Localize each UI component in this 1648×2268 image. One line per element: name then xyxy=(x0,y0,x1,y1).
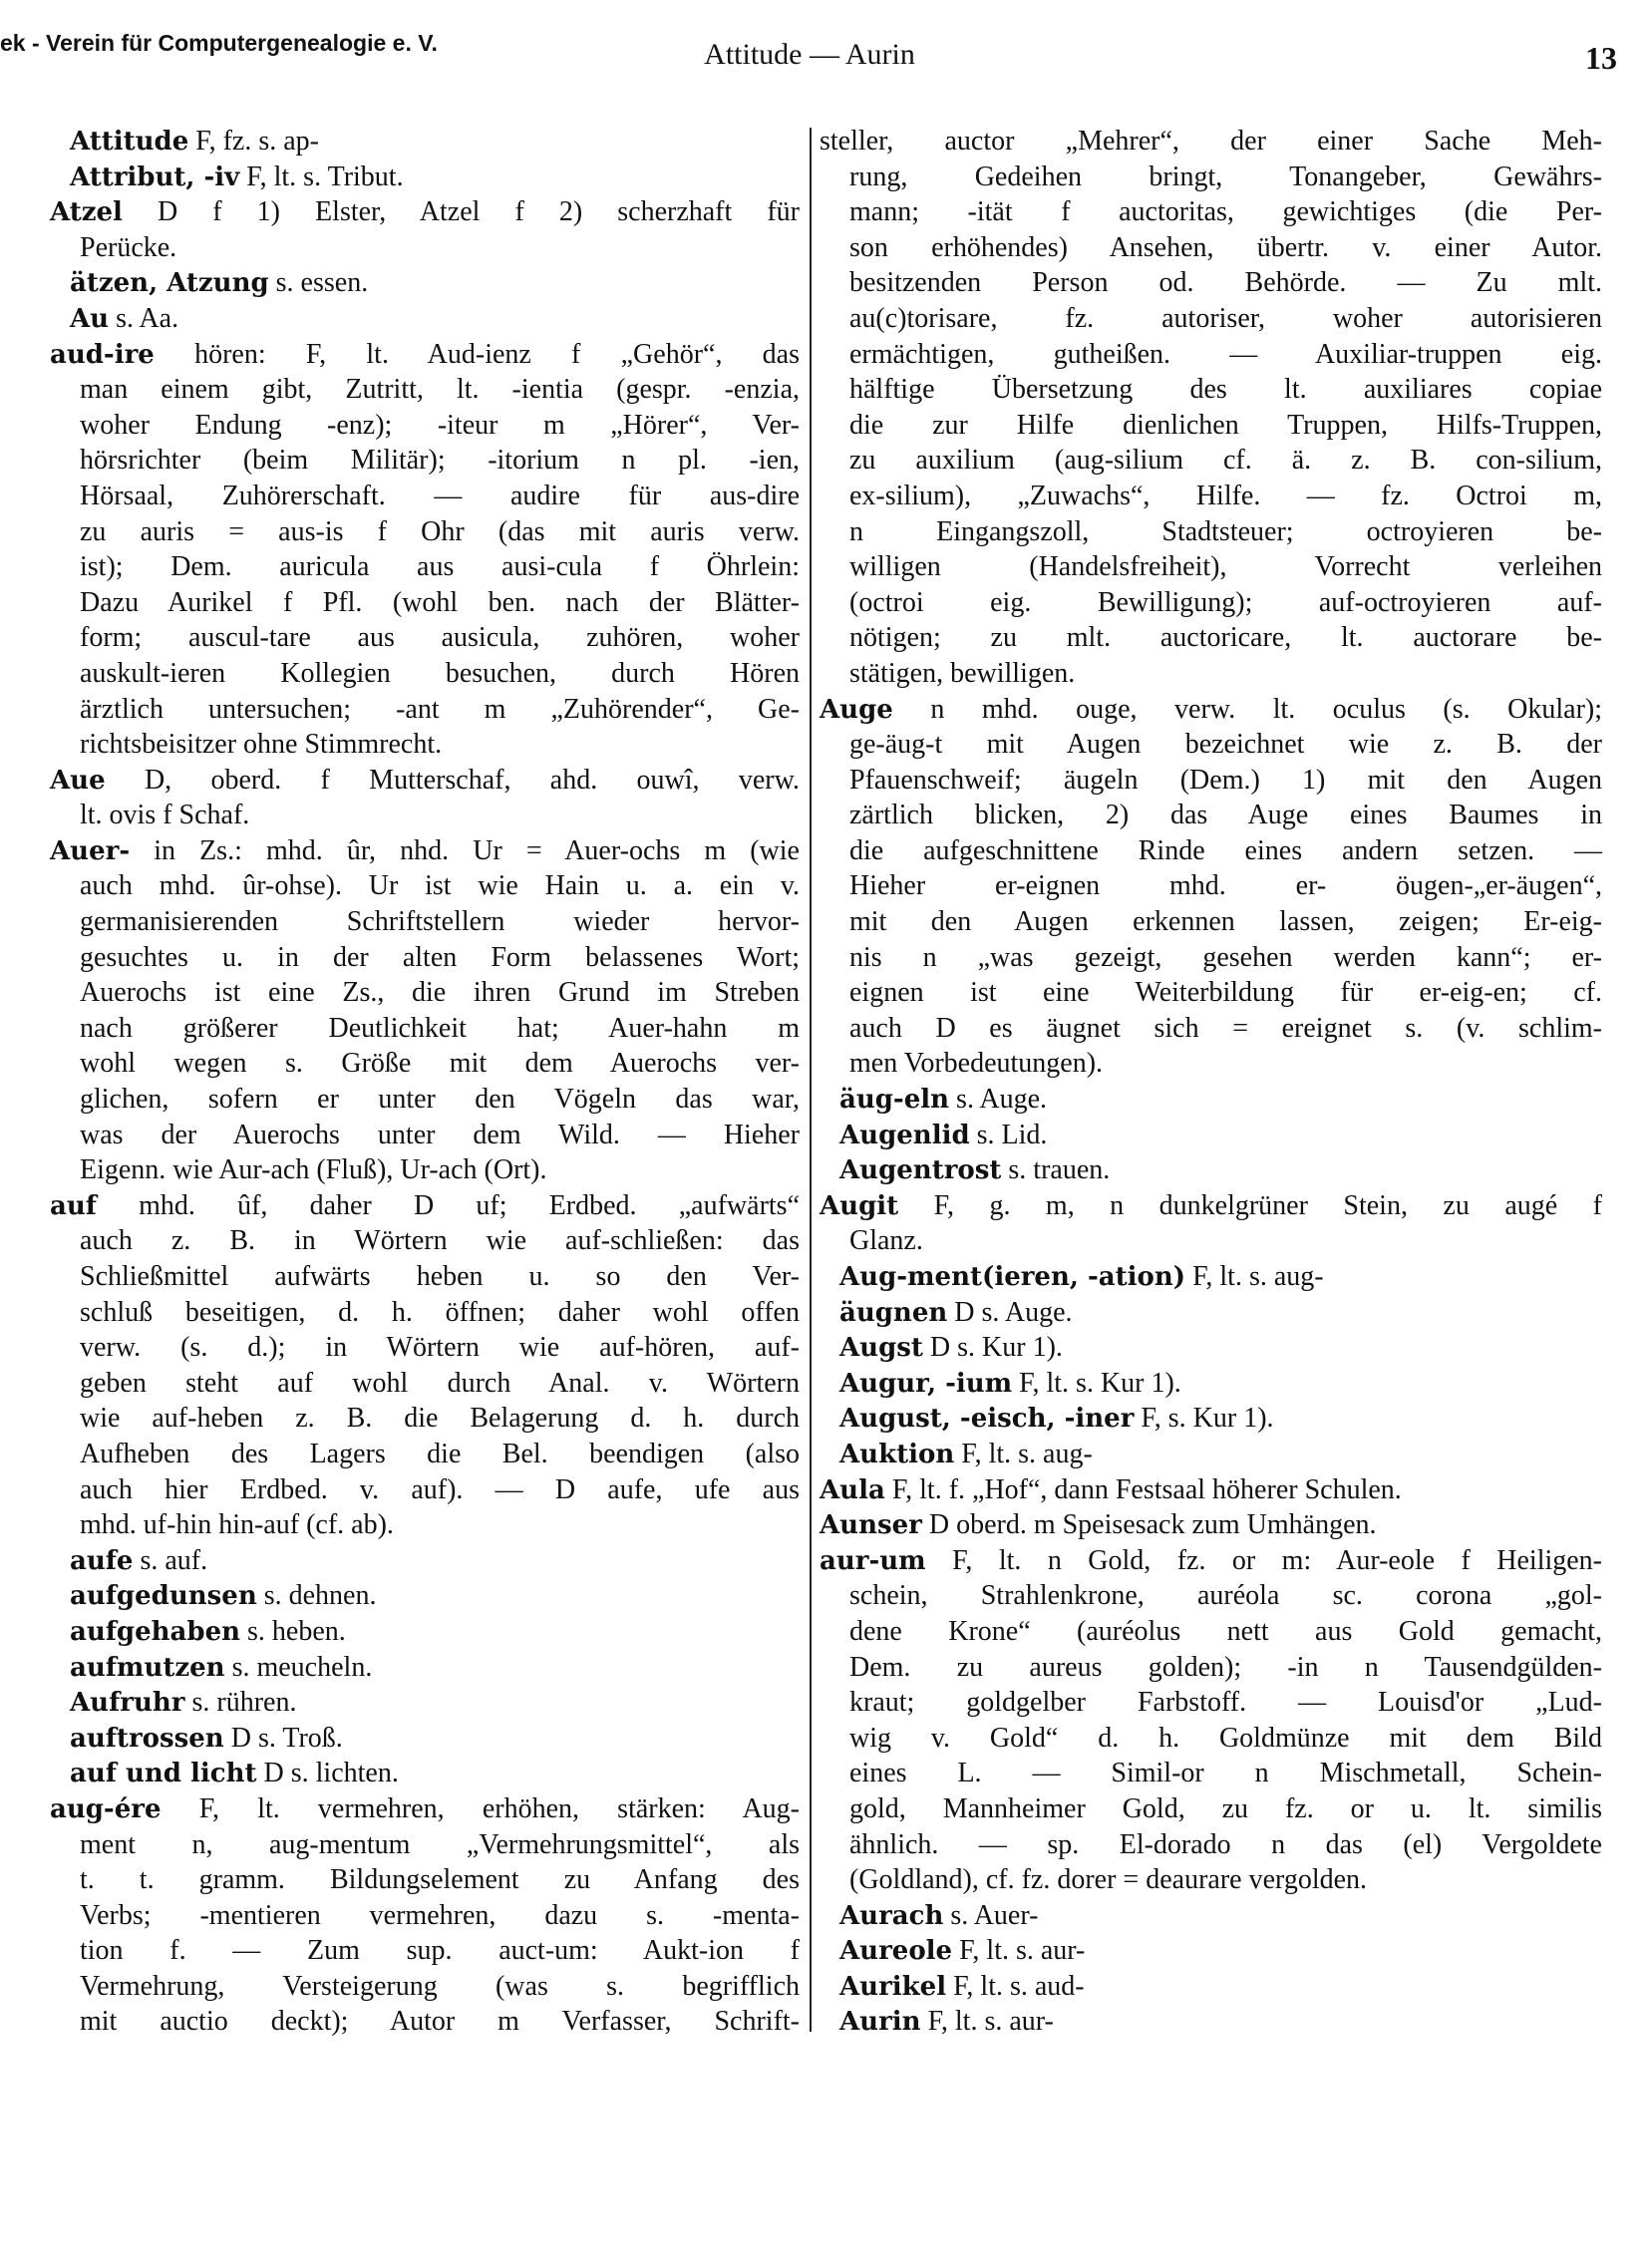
entry-text: s. Auer- xyxy=(943,1899,1039,1931)
headword: Aue xyxy=(50,765,106,796)
entry-line xyxy=(820,1827,1602,1863)
entry-text: F, lt. s. aug- xyxy=(954,1438,1093,1469)
entry-line xyxy=(50,1118,800,1153)
entry-text: mhd. uf-hin hin-auf (cf. ab). xyxy=(80,1509,394,1541)
entry-text: kraut; goldgelber Farbstoff. — Louisd'or „Lud- xyxy=(849,1687,1602,1719)
entry-line xyxy=(820,1614,1602,1650)
entry-line xyxy=(820,868,1602,904)
entry-line xyxy=(50,1472,800,1508)
headword: aud-ire xyxy=(50,339,155,370)
headword: Augenlid xyxy=(839,1120,970,1150)
entry-line xyxy=(820,975,1602,1011)
headword: Aunser xyxy=(820,1510,922,1541)
entry-line xyxy=(50,1259,800,1295)
entry-text: man einem gibt, Zutritt, lt. -ientia (gespr. -enzia, xyxy=(80,374,800,406)
entry-line xyxy=(820,1650,1602,1686)
entry-text: hälftige Übersetzung des lt. auxiliares copiae xyxy=(849,374,1602,406)
entry-line xyxy=(50,1578,800,1614)
entry-line xyxy=(820,1472,1602,1508)
entry-line xyxy=(50,1437,800,1472)
entry-line xyxy=(820,727,1602,763)
entry-text: son erhöhendes) Ansehen, übertr. v. einer Autor. xyxy=(849,231,1602,263)
entry-text: ge-äug-t mit Augen bezeichnet wie z. B. der xyxy=(849,729,1602,761)
headword: Attitude xyxy=(70,127,189,157)
entry-line xyxy=(50,301,800,337)
entry-line xyxy=(820,408,1602,444)
entry-text: auch z. B. in Wörtern wie auf-schließen: das xyxy=(80,1225,800,1257)
entry-line xyxy=(50,620,800,656)
headword: Aurin xyxy=(839,2007,921,2038)
entry-text: F, lt. s. aug- xyxy=(1185,1261,1324,1292)
dictionary-entry xyxy=(820,1969,1602,2005)
dictionary-entry xyxy=(820,1366,1602,1402)
entry-line xyxy=(820,301,1602,337)
headword: Aurikel xyxy=(839,1971,947,2002)
entry-text: Eigenn. wie Aur-ach (Fluß), Ur-ach (Ort). xyxy=(80,1154,547,1186)
entry-line xyxy=(820,443,1602,479)
entry-line xyxy=(50,940,800,976)
entry-line xyxy=(820,1543,1602,1579)
entry-line xyxy=(820,1082,1602,1118)
entry-text: ähnlich. — sp. El-dorado n das (el) Vergoldete xyxy=(849,1828,1602,1860)
entry-text: ment n, aug-mentum „Vermehrungsmittel“, als xyxy=(80,1828,800,1860)
entry-text: Dem. zu aureus golden); -in n Tausendgülden- xyxy=(849,1651,1602,1683)
headword: Auer- xyxy=(50,835,131,866)
headword: aur-um xyxy=(820,1545,926,1576)
entry-text: F, lt. s. aur- xyxy=(920,2006,1054,2038)
entry-line xyxy=(50,160,800,195)
entry-line xyxy=(50,1507,800,1543)
entry-text: D s. lichten. xyxy=(256,1758,399,1789)
dictionary-entry xyxy=(820,1507,1602,1543)
headword: Augst xyxy=(839,1333,923,1364)
left-column xyxy=(50,124,800,2040)
entry-text: s. Aa. xyxy=(109,302,179,334)
dictionary-entry xyxy=(50,1756,800,1791)
page-number: 13 xyxy=(1585,40,1617,76)
entry-line xyxy=(820,1330,1602,1366)
entry-line xyxy=(820,372,1602,408)
entry-line xyxy=(50,194,800,230)
entry-text: willigen (Handelsfreiheit), Vorrecht verleihen xyxy=(849,551,1602,583)
headword: aufgehaben xyxy=(70,1616,241,1647)
column-divider xyxy=(810,128,812,2032)
entry-text: in Zs.: mhd. ûr, nhd. Ur = Auer-ochs m (wie xyxy=(130,834,800,866)
entry-text: wie auf-heben z. B. die Belagerung d. h. durch xyxy=(80,1403,800,1435)
entry-text: s. dehnen. xyxy=(256,1580,377,1612)
entry-line xyxy=(50,692,800,728)
entry-line xyxy=(50,1543,800,1579)
entry-text: s. essen. xyxy=(268,267,369,299)
headword: aufe xyxy=(70,1545,134,1576)
entry-text: F, lt. n Gold, fz. or m: Aur-eole f Heiligen- xyxy=(925,1544,1602,1576)
entry-text: F, s. Kur 1). xyxy=(1134,1403,1274,1435)
dictionary-entry xyxy=(820,1437,1602,1472)
headword: Augentrost xyxy=(839,1155,1002,1186)
dictionary-entry xyxy=(50,833,800,1188)
entry-line xyxy=(50,1862,800,1898)
dictionary-entry xyxy=(820,1401,1602,1437)
entry-text: Vermehrung, Versteigerung (was s. begrifflich xyxy=(80,1970,800,2002)
entry-line xyxy=(50,1721,800,1757)
entry-text: Hörsaal, Zuhörerschaft. — audire für aus-dire xyxy=(80,480,800,511)
dictionary-entry xyxy=(820,1898,1602,1934)
entry-line xyxy=(50,1223,800,1259)
dictionary-entry xyxy=(820,1295,1602,1331)
dictionary-entry xyxy=(820,124,1602,692)
entry-text: F, lt. s. aud- xyxy=(946,1970,1085,2002)
entry-text: F, lt. vermehren, erhöhen, stärken: Aug- xyxy=(161,1792,800,1824)
entry-text: F, lt. s. aur- xyxy=(952,1935,1086,1967)
headword: Aula xyxy=(820,1474,885,1505)
entry-text: nach größerer Deutlichkeit hat; Auer-hahn m xyxy=(80,1012,800,1044)
entry-line xyxy=(50,1933,800,1969)
entry-text: nötigen; zu mlt. auctoricare, lt. auctorare be- xyxy=(849,622,1602,654)
entry-text: ex-silium), „Zuwachs“, Hilfe. — fz. Octroi m, xyxy=(849,480,1602,511)
entry-line xyxy=(820,692,1602,728)
entry-line xyxy=(820,1118,1602,1153)
entry-text: F, fz. s. ap- xyxy=(188,126,319,157)
entry-text: dene Krone“ (auréolus nett aus Gold gemacht, xyxy=(849,1615,1602,1647)
entry-line xyxy=(820,230,1602,266)
source-watermark: ek - Verein für Computergenealogie e. V. xyxy=(0,30,438,56)
headword: aufmutzen xyxy=(70,1652,225,1683)
entry-text: men Vorbedeutungen). xyxy=(849,1048,1104,1080)
entry-line xyxy=(820,1188,1602,1224)
headword: auf und licht xyxy=(70,1759,257,1789)
dictionary-entry xyxy=(50,1791,800,2040)
entry-line xyxy=(820,798,1602,833)
entry-line xyxy=(820,763,1602,799)
entry-line xyxy=(50,1650,800,1686)
entry-text: zu auris = aus-is f Ohr (das mit auris verw. xyxy=(80,515,800,547)
entry-text: au(c)torisare, fz. autoriser, woher autorisieren xyxy=(849,302,1602,334)
entry-text: besitzenden Person od. Behörde. — Zu mlt. xyxy=(849,267,1602,299)
entry-line xyxy=(50,868,800,904)
entry-text: lt. ovis f Schaf. xyxy=(80,800,250,831)
dictionary-entry xyxy=(50,194,800,265)
entry-text: s. heben. xyxy=(240,1615,346,1647)
entry-line xyxy=(50,1082,800,1118)
entry-line xyxy=(50,1152,800,1188)
entry-text: D s. Auge. xyxy=(947,1296,1073,1328)
entry-text: Glanz. xyxy=(849,1225,923,1257)
headword: äug-eln xyxy=(839,1085,950,1116)
entry-line xyxy=(820,479,1602,514)
entry-text: F, lt. s. Kur 1). xyxy=(1012,1367,1181,1399)
headword: äugnen xyxy=(839,1297,948,1328)
headword: Au xyxy=(70,303,110,334)
headword: August, -eisch, -iner xyxy=(839,1404,1135,1435)
entry-line xyxy=(820,940,1602,976)
headword: auftrossen xyxy=(70,1723,224,1754)
entry-text: rung, Gedeihen bringt, Tonangeber, Gewährs- xyxy=(849,161,1602,192)
entry-text: gesuchtes u. in der alten Form belassenes Wort; xyxy=(80,941,800,973)
entry-line xyxy=(820,1969,1602,2005)
entry-text: germanisierenden Schriftstellern wieder hervor- xyxy=(80,906,800,938)
entry-text: mit auctio deckt); Autor m Verfasser, Schrift- xyxy=(80,2006,800,2038)
entry-line xyxy=(820,265,1602,301)
entry-text: tion f. — Zum sup. auct-um: Aukt-ion f xyxy=(80,1935,800,1967)
entry-text: steller, auctor „Mehrer“, der einer Sache Meh- xyxy=(820,126,1602,157)
entry-text: auch hier Erdbed. v. auf). — D aufe, ufe aus xyxy=(80,1473,800,1505)
right-column xyxy=(820,124,1602,2040)
entry-text: auskult-ieren Kollegien besuchen, durch Hören xyxy=(80,657,800,689)
entry-line xyxy=(820,1578,1602,1614)
entry-text: (Goldland), cf. fz. dorer = deaurare vergolden. xyxy=(849,1864,1368,1896)
entry-text: t. t. gramm. Bildungselement zu Anfang des xyxy=(80,1864,800,1896)
entry-line xyxy=(820,160,1602,195)
entry-text: die zur Hilfe dienlichen Truppen, Hilfs-Truppen, xyxy=(849,409,1602,441)
dictionary-entry xyxy=(820,1152,1602,1188)
entry-line xyxy=(50,1330,800,1366)
entry-line xyxy=(820,833,1602,869)
entry-line xyxy=(50,1011,800,1047)
entry-line xyxy=(50,1685,800,1721)
headword: Aug-ment(ieren, -ation) xyxy=(839,1262,1186,1292)
headword: Attribut, -iv xyxy=(70,162,240,192)
entry-text: s. rühren. xyxy=(184,1687,297,1719)
entry-line xyxy=(820,2004,1602,2040)
entry-text: Pfauenschweif; äugeln (Dem.) 1) mit den Augen xyxy=(849,764,1602,796)
entry-text: schluß beseitigen, d. h. öffnen; daher wohl offen xyxy=(80,1296,800,1328)
entry-line xyxy=(820,1223,1602,1259)
entry-text: Perücke. xyxy=(80,231,177,263)
entry-line xyxy=(820,337,1602,373)
entry-text: auch D es äugnet sich = ereignet s. (v. schlim- xyxy=(849,1012,1602,1044)
dictionary-entry xyxy=(820,1330,1602,1366)
entry-line xyxy=(820,1437,1602,1472)
headword: Auge xyxy=(820,694,893,725)
entry-text: hören: F, lt. Aud-ienz f „Gehör“, das xyxy=(154,338,800,370)
entry-line xyxy=(820,1862,1602,1898)
entry-line xyxy=(50,1046,800,1082)
entry-line xyxy=(50,798,800,833)
dictionary-entry xyxy=(50,1188,800,1543)
dictionary-entry xyxy=(50,1650,800,1686)
entry-line xyxy=(820,620,1602,656)
dictionary-entry xyxy=(820,1118,1602,1153)
entry-text: Schließmittel aufwärts heben u. so den Ver- xyxy=(80,1261,800,1292)
entry-line xyxy=(50,585,800,621)
entry-text: D oberd. m Speisesack zum Umhängen. xyxy=(921,1509,1377,1541)
entry-text: s. meucheln. xyxy=(224,1651,373,1683)
entry-line xyxy=(50,1614,800,1650)
entry-line xyxy=(820,1259,1602,1295)
entry-text: D s. Troß. xyxy=(223,1722,343,1754)
entry-text: n mhd. ouge, verw. lt. oculus (s. Okular); xyxy=(892,693,1602,725)
entry-text: ermächtigen, gutheißen. — Auxiliar-truppen eig. xyxy=(849,338,1602,370)
entry-text: D f 1) Elster, Atzel f 2) scherzhaft für xyxy=(122,196,800,228)
entry-text: form; auscul-tare aus ausicula, zuhören, woher xyxy=(80,622,800,654)
entry-text: F, g. m, n dunkelgrüner Stein, zu augé f xyxy=(898,1189,1602,1221)
dictionary-entry xyxy=(820,2004,1602,2040)
headword: Augur, -ium xyxy=(839,1368,1013,1399)
entry-text: stätigen, bewilligen. xyxy=(849,657,1076,689)
entry-line xyxy=(820,1011,1602,1047)
entry-line xyxy=(50,975,800,1011)
entry-line xyxy=(50,1295,800,1331)
entry-text: D s. Kur 1). xyxy=(922,1332,1063,1364)
entry-text: Aufheben des Lagers die Bel. beendigen (also xyxy=(80,1438,800,1469)
headword: auf xyxy=(50,1190,97,1221)
entry-text: (octroi eig. Bewilligung); auf-octroyieren auf- xyxy=(849,586,1602,618)
headword: ätzen, Atzung xyxy=(70,268,269,299)
entry-text: eignen ist eine Weiterbildung für er-eig-en; cf. xyxy=(849,977,1602,1009)
dictionary-entry xyxy=(820,1543,1602,1898)
entry-text: s. auf. xyxy=(133,1544,208,1576)
dictionary-entry xyxy=(820,1188,1602,1259)
entry-line xyxy=(820,549,1602,585)
entry-line xyxy=(820,1721,1602,1757)
dictionary-entry xyxy=(50,763,800,833)
entry-line xyxy=(50,1401,800,1437)
entry-line xyxy=(50,549,800,585)
entry-line xyxy=(50,1188,800,1224)
entry-line xyxy=(50,230,800,266)
dictionary-entry xyxy=(50,1543,800,1579)
dictionary-entry xyxy=(50,1614,800,1650)
entry-line xyxy=(50,727,800,763)
entry-text: geben steht auf wohl durch Anal. v. Wörtern xyxy=(80,1367,800,1399)
entry-text: verw. (s. d.); in Wörtern wie auf-hören, auf- xyxy=(80,1332,800,1364)
entry-text: auch mhd. ûr-ohse). Ur ist wie Hain u. a. ein v. xyxy=(80,870,800,902)
entry-text: n Eingangszoll, Stadtsteuer; octroyieren be- xyxy=(849,515,1602,547)
entry-text: Hieher er-eignen mhd. er- öugen-„er-äugen“, xyxy=(849,870,1602,902)
entry-text: Dazu Aurikel f Pfl. (wohl ben. nach der Blätter- xyxy=(80,586,800,618)
headword: Aufruhr xyxy=(70,1688,185,1719)
entry-line xyxy=(50,408,800,444)
entry-line xyxy=(50,372,800,408)
entry-line xyxy=(50,1969,800,2005)
entry-line xyxy=(820,1898,1602,1934)
dictionary-entry xyxy=(50,160,800,195)
headword: Aureole xyxy=(839,1936,953,1967)
entry-line xyxy=(50,1366,800,1402)
entry-line xyxy=(820,904,1602,940)
dictionary-entry xyxy=(50,1685,800,1721)
entry-text: gold, Mannheimer Gold, zu fz. or u. lt. similis xyxy=(849,1792,1602,1824)
entry-line xyxy=(50,265,800,301)
entry-line xyxy=(820,656,1602,692)
dictionary-entry xyxy=(50,1721,800,1757)
entry-text: Verbs; -mentieren vermehren, dazu s. -menta- xyxy=(80,1899,800,1931)
dictionary-entry xyxy=(50,337,800,763)
entry-text: D, oberd. f Mutterschaf, ahd. ouwî, verw. xyxy=(105,764,800,796)
headword: Aurach xyxy=(839,1900,944,1931)
headword: Atzel xyxy=(50,197,123,228)
dictionary-entry xyxy=(50,265,800,301)
entry-text: s. trauen. xyxy=(1001,1154,1111,1186)
entry-text: glichen, sofern er unter den Vögeln das war, xyxy=(80,1084,800,1116)
headword: aufgedunsen xyxy=(70,1581,257,1612)
dictionary-entry xyxy=(50,124,800,160)
running-head: Attitude — Aurin xyxy=(704,38,915,71)
entry-text: wohl wegen s. Größe mit dem Auerochs ver- xyxy=(80,1048,800,1080)
entry-text: wig v. Gold“ d. h. Goldmünze mit dem Bild xyxy=(849,1722,1602,1754)
entry-text: mhd. ûf, daher D uf; Erdbed. „aufwärts“ xyxy=(96,1189,800,1221)
headword: Auktion xyxy=(839,1439,955,1469)
entry-text: Auerochs ist eine Zs., die ihren Grund im Streben xyxy=(80,977,800,1009)
entry-line xyxy=(820,514,1602,550)
entry-text: woher Endung -enz); -iteur m „Hörer“, Ver- xyxy=(80,409,800,441)
entry-line xyxy=(50,479,800,514)
entry-line xyxy=(820,1401,1602,1437)
entry-text: mann; -ität f auctoritas, gewichtiges (die Per- xyxy=(849,196,1602,228)
entry-line xyxy=(50,337,800,373)
entry-line xyxy=(820,1756,1602,1791)
entry-line xyxy=(820,585,1602,621)
entry-line xyxy=(50,656,800,692)
entry-line xyxy=(820,1685,1602,1721)
entry-text: ärztlich untersuchen; -ant m „Zuhörender“, Ge- xyxy=(80,693,800,725)
entry-text: zu auxilium (aug-silium cf. ä. z. B. con-silium, xyxy=(849,445,1602,477)
entry-text: eines L. — Simil-or n Mischmetall, Schein- xyxy=(849,1758,1602,1789)
entry-line xyxy=(50,763,800,799)
entry-line xyxy=(820,1507,1602,1543)
entry-line xyxy=(50,124,800,160)
entry-text: s. Lid. xyxy=(969,1119,1048,1150)
entry-text: hörsrichter (beim Militär); -itorium n pl. -ien, xyxy=(80,445,800,477)
entry-line xyxy=(820,1366,1602,1402)
entry-line xyxy=(820,1046,1602,1082)
dictionary-entry xyxy=(820,1933,1602,1969)
entry-line xyxy=(50,904,800,940)
headword: aug-ére xyxy=(50,1793,162,1824)
dictionary-entry xyxy=(50,1578,800,1614)
entry-line xyxy=(820,194,1602,230)
dictionary-entry xyxy=(820,1259,1602,1295)
entry-line xyxy=(820,1933,1602,1969)
entry-line xyxy=(820,1295,1602,1331)
entry-line xyxy=(50,1756,800,1791)
entry-text: die aufgeschnittene Rinde eines andern setzen. — xyxy=(849,834,1602,866)
dictionary-entry xyxy=(820,692,1602,1083)
entry-text: ist); Dem. auricula aus ausi-cula f Öhrlein: xyxy=(80,551,800,583)
entry-line xyxy=(50,833,800,869)
entry-line xyxy=(50,514,800,550)
entry-text: schein, Strahlenkrone, auréola sc. corona „gol- xyxy=(849,1580,1602,1612)
dictionary-entry xyxy=(820,1082,1602,1118)
entry-line xyxy=(820,1791,1602,1827)
headword: Augit xyxy=(820,1190,899,1221)
entry-text: s. Auge. xyxy=(949,1084,1048,1116)
entry-line xyxy=(50,1898,800,1934)
entry-text: zärtlich blicken, 2) das Auge eines Baumes in xyxy=(849,800,1602,831)
entry-text: mit den Augen erkennen lassen, zeigen; Er-eig- xyxy=(849,906,1602,938)
entry-text: richtsbeisitzer ohne Stimmrecht. xyxy=(80,729,443,761)
entry-text: was der Auerochs unter dem Wild. — Hieher xyxy=(80,1119,800,1150)
dictionary-entry xyxy=(50,301,800,337)
entry-line xyxy=(50,1827,800,1863)
dictionary-entry xyxy=(820,1472,1602,1508)
entry-text: nis n „was gezeigt, gesehen werden kann“; er- xyxy=(849,941,1602,973)
entry-text: F, lt. f. „Hof“, dann Festsaal höherer Schulen. xyxy=(884,1473,1402,1505)
entry-line xyxy=(820,124,1602,160)
entry-line xyxy=(820,1152,1602,1188)
entry-line xyxy=(50,1791,800,1827)
entry-line xyxy=(50,2004,800,2040)
entry-line xyxy=(50,443,800,479)
entry-text: F, lt. s. Tribut. xyxy=(239,161,404,192)
